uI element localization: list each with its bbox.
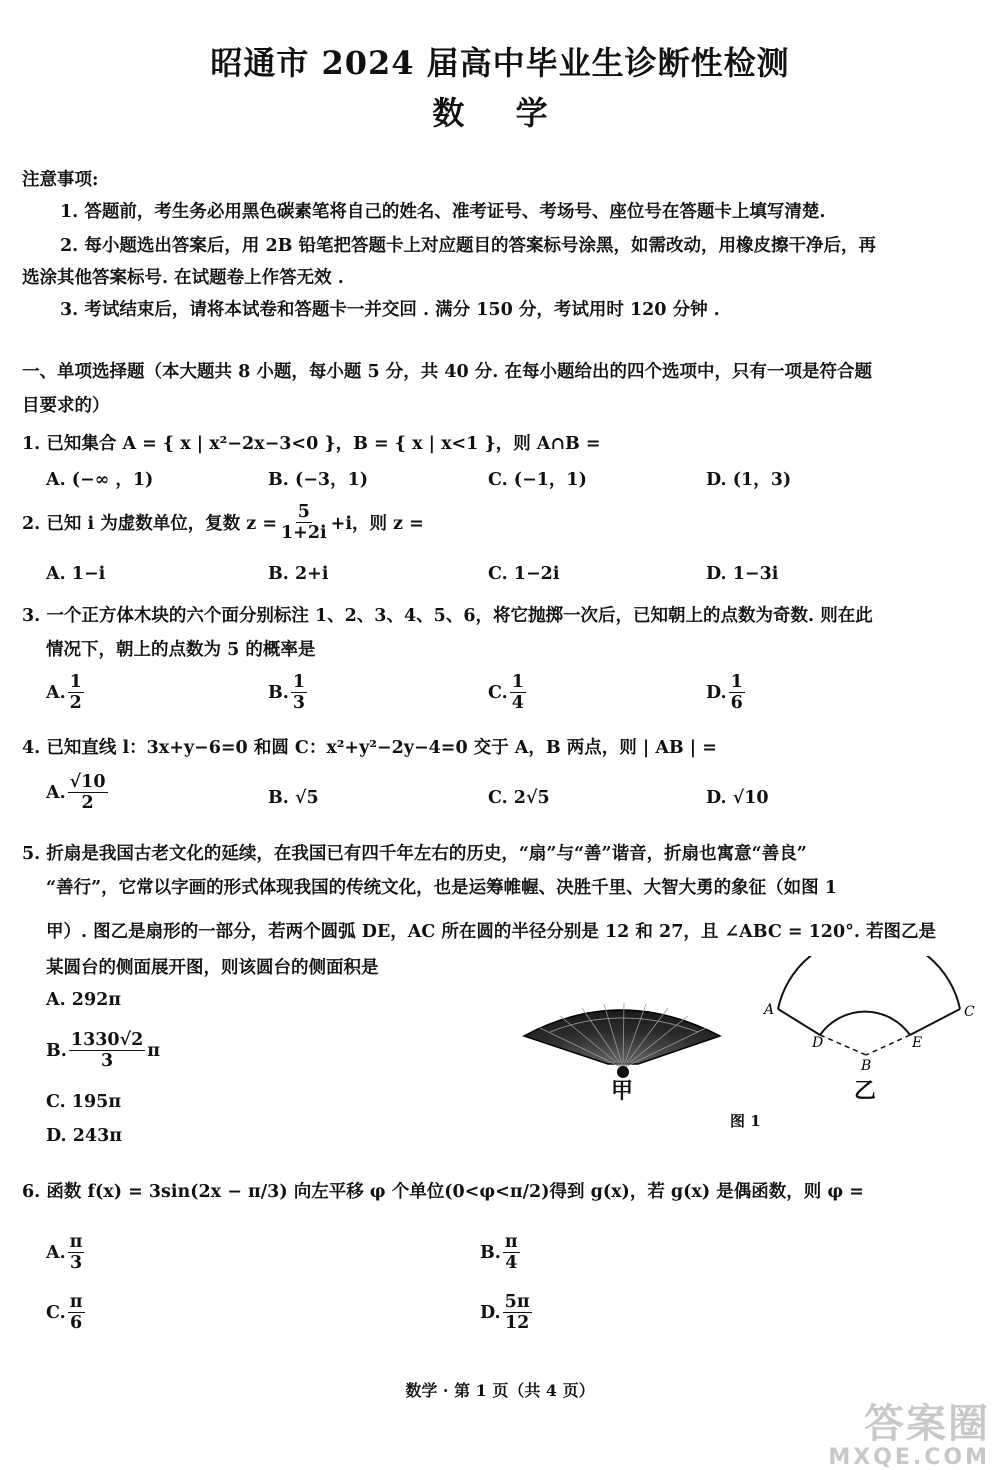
question-5-line1: 5. 折扇是我国古老文化的延续，在我国已有四千年左右的历史，“扇”与“善”谐音，折扇也寓意“善良” xyxy=(22,844,807,864)
frac-den: 6 xyxy=(730,693,743,714)
q6-option-c xyxy=(46,1292,87,1333)
subject-title: 数 学 xyxy=(432,94,568,132)
q1-option-b: B. (−3，1) xyxy=(268,470,369,490)
q5-opt-b-label: B. xyxy=(46,1040,67,1061)
frac-den: 4 xyxy=(511,693,524,714)
notice-item-2-cont: 选涂其他答案标号. 在试题卷上作答无效 . xyxy=(22,268,344,288)
frac-num: 5π xyxy=(504,1292,530,1312)
question-3-line2: 情况下，朝上的点数为 5 的概率是 xyxy=(46,640,316,660)
q6-opt-b-label: B. xyxy=(480,1242,501,1263)
notice-item-3: 3. 考试结束后，请将本试卷和答题卡一并交回 . 满分 150 分，考试用时 120 分钟 . xyxy=(60,300,720,320)
frac-den: 2 xyxy=(81,793,94,814)
q2-frac-den: 1+2i xyxy=(280,523,327,544)
q5-option-b xyxy=(46,1030,160,1071)
frac-num: 1 xyxy=(292,672,306,692)
q4-option-a xyxy=(46,772,110,813)
q6-opt-a-label: A. xyxy=(46,1242,66,1263)
q5-opt-b-tail: π xyxy=(147,1040,161,1061)
frac-num: 1 xyxy=(511,672,524,692)
exam-title: 昭通市 2024 届高中毕业生诊断性检测 xyxy=(210,44,790,82)
page-footer: 数学 · 第 1 页（共 4 页） xyxy=(405,1381,595,1400)
q6-opt-c-frac xyxy=(68,1292,85,1333)
q1-option-c: C. (−1，1) xyxy=(488,470,587,490)
frac-num: π xyxy=(504,1232,518,1252)
q6-opt-d-frac xyxy=(503,1292,532,1333)
frac-den: 3 xyxy=(100,1051,114,1072)
q2-stem-a: 2. 已知 i 为虚数单位，复数 z = xyxy=(22,514,277,535)
q6-opt-a-frac xyxy=(68,1232,85,1273)
question-5-line3: 甲）. 图乙是扇形的一部分，若两个圆弧 DE，AC 所在圆的半径分别是 12 和 27，且 ∠ABC = 120°. 若图乙是 xyxy=(46,922,937,942)
q2-fraction xyxy=(279,502,329,543)
notice-item-2: 2. 每小题选出答案后，用 2B 铅笔把答题卡上对应题目的答案标号涂黑，如需改动，用橡皮擦干净后，再 xyxy=(60,236,877,256)
q3-opt-a-label: A. xyxy=(46,682,66,703)
frac-den: 4 xyxy=(505,1253,518,1274)
point-d-label: D xyxy=(812,1035,824,1051)
frac-num: 1330√2 xyxy=(70,1030,144,1050)
q6-opt-d-label: D. xyxy=(480,1302,501,1323)
folding-fan-figure xyxy=(520,994,726,1080)
frac-num: π xyxy=(69,1292,83,1312)
q1-option-a: A. (−∞ ，1) xyxy=(46,470,154,490)
q4-opt-a-label: A. xyxy=(46,782,66,803)
question-5-line4: 某圆台的侧面展开图，则该圆台的侧面积是 xyxy=(46,958,379,978)
question-3-line1: 3. 一个正方体木块的六个面分别标注 1、2、3、4、5、6，将它抛掷一次后，已知朝上的点数为奇数. 则在此 xyxy=(22,606,873,626)
frac-num: 1 xyxy=(69,672,82,692)
q4-opt-a-frac xyxy=(68,772,108,813)
point-c-label: C xyxy=(964,1004,975,1020)
q6-opt-b-frac xyxy=(503,1232,520,1273)
question-6-stem: 6. 函数 f(x) = 3sin(2x − π/3) 向左平移 φ 个单位(0<φ<π/2)得到 g(x)，若 g(x) 是偶函数，则 φ = xyxy=(22,1182,864,1202)
q3-opt-c-frac xyxy=(510,672,526,713)
q3-opt-b-label: B. xyxy=(268,682,289,703)
section-heading: 一、单项选择题（本大题共 8 小题，每小题 5 分，共 40 分. 在每小题给出的四个选项中，只有一项是符合题 xyxy=(22,362,872,382)
frac-num: 1 xyxy=(730,672,743,692)
question-5-line2: “善行”，它常以字画的形式体现我国的传统文化，也是运筹帷幄、决胜千里、大智大勇的象征（如图 1 xyxy=(46,878,837,898)
q5-option-a: A. 292π xyxy=(46,990,122,1010)
point-b-label: B xyxy=(861,1058,872,1074)
frac-num: √10 xyxy=(69,772,106,792)
watermark-line2: MXQE.COM xyxy=(828,1445,990,1470)
notice-item-1: 1. 答题前，考生务必用黑色碳素笔将自己的姓名、准考证号、考场号、座位号在答题卡上填写清楚. xyxy=(60,202,826,222)
q3-option-a xyxy=(46,672,86,713)
question-1-stem: 1. 已知集合 A = { x | x²−2x−3<0 }，B = { x | x<1 }，则 A∩B = xyxy=(22,434,601,454)
q2-stem-b: +i，则 z = xyxy=(330,514,424,535)
q6-opt-c-label: C. xyxy=(46,1302,66,1323)
q2-option-a: A. 1−i xyxy=(46,564,106,584)
point-a-label: A xyxy=(764,1002,775,1018)
q6-option-d xyxy=(480,1292,534,1333)
q4-option-b: B. √5 xyxy=(268,788,319,808)
sector-figure xyxy=(760,956,980,1076)
figure-caption: 图 1 xyxy=(730,1112,761,1130)
frac-den: 3 xyxy=(292,693,306,714)
q6-option-a xyxy=(46,1232,86,1273)
q2-option-d: D. 1−3i xyxy=(706,564,779,584)
question-4-stem: 4. 已知直线 l：3x+y−6=0 和圆 C：x²+y²−2y−4=0 交于 A，B 两点，则 | AB | = xyxy=(22,738,717,758)
q6-option-b xyxy=(480,1232,522,1273)
frac-den: 3 xyxy=(69,1253,83,1274)
q2-option-c: C. 1−2i xyxy=(488,564,560,584)
q3-option-b xyxy=(268,672,309,713)
q4-option-d: D. √10 xyxy=(706,788,769,808)
q3-opt-d-label: D. xyxy=(706,682,727,703)
watermark-line1: 答案圈 xyxy=(864,1401,990,1447)
q5-option-c: C. 195π xyxy=(46,1092,122,1112)
q3-opt-c-label: C. xyxy=(488,682,508,703)
q3-opt-a-frac xyxy=(68,672,84,713)
frac-den: 12 xyxy=(504,1313,530,1334)
q1-option-d: D. (1，3) xyxy=(706,470,792,490)
fig-yi-label: 乙 xyxy=(854,1078,877,1104)
q3-opt-b-frac xyxy=(291,672,307,713)
frac-den: 2 xyxy=(69,693,82,714)
frac-num: π xyxy=(69,1232,83,1252)
point-e-label: E xyxy=(912,1035,923,1051)
q3-option-c xyxy=(488,672,528,713)
watermark-logo xyxy=(828,1392,990,1470)
question-2-stem xyxy=(22,502,424,543)
q2-option-b: B. 2+i xyxy=(268,564,329,584)
notice-heading: 注意事项: xyxy=(22,170,99,190)
q3-option-d xyxy=(706,672,747,713)
fig-jia-label: 甲 xyxy=(611,1078,634,1104)
frac-den: 6 xyxy=(70,1313,83,1334)
section-heading-cont: 目要求的） xyxy=(22,396,110,416)
q5-option-d: D. 243π xyxy=(46,1126,123,1146)
q3-opt-d-frac xyxy=(729,672,745,713)
q5-opt-b-frac xyxy=(69,1030,145,1071)
q2-frac-num: 5 xyxy=(297,502,310,522)
q4-option-c: C. 2√5 xyxy=(488,788,550,808)
